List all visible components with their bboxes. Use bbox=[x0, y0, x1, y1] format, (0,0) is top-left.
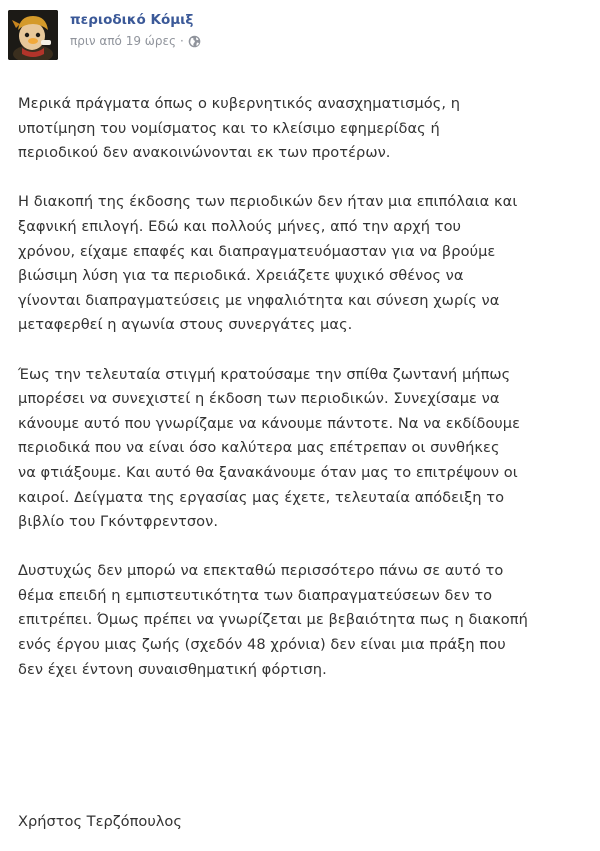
text-line: μπορέσει να συνεχιστεί η έκδοση των περιοδικών. Συνεχίσαμε να bbox=[18, 390, 500, 408]
paragraph-2 bbox=[18, 190, 598, 338]
globe-icon[interactable] bbox=[188, 35, 201, 48]
text-line: χρόνου, είχαμε επαφές και διαπραγματευόμασταν για να βρούμε bbox=[18, 242, 496, 260]
text-line: περιοδικά που να είναι όσο καλύτερα μας επέτρεπαν οι συνθήκες bbox=[18, 439, 500, 457]
text-line: γίνονται διαπραγματεύσεις με νηφαλιότητα και σύνεση χωρίς να bbox=[18, 291, 500, 309]
meta-separator: · bbox=[180, 34, 184, 48]
post-meta bbox=[70, 11, 201, 49]
text-line: Μερικά πράγματα όπως ο κυβερνητικός ανασχηματισμός, η bbox=[18, 95, 461, 112]
paragraph-1 bbox=[18, 92, 598, 166]
paragraph-3 bbox=[18, 363, 598, 535]
signature: Χρήστος Τερζόπουλος bbox=[18, 813, 182, 830]
comic-character-avatar-icon bbox=[8, 10, 58, 60]
text-line: να φτιάξουμε. Και αυτό θα ξανακάνουμε όταν μας το επιτρέψουν οι bbox=[18, 463, 518, 481]
post-body bbox=[18, 92, 598, 707]
post-header bbox=[8, 10, 201, 66]
author-name-link[interactable]: περιοδικό Κόμιξ bbox=[70, 12, 194, 28]
post-timestamp[interactable]: πριν από 19 ώρες bbox=[70, 34, 176, 48]
page-avatar[interactable] bbox=[8, 10, 58, 60]
text-line: περιοδικού δεν ανακοινώνονται εκ των προτέρων. bbox=[18, 144, 391, 162]
text-line: επιτρέπει. Όμως πρέπει να γνωρίζεται με βεβαιότητα πως η διακοπή bbox=[18, 611, 528, 629]
text-line: Έως την τελευταία στιγμή κρατούσαμε την σπίθα ζωντανή μήπως bbox=[18, 365, 511, 383]
text-line: μεταφερθεί η αγωνία στους συνεργάτες μας. bbox=[18, 316, 353, 334]
text-line: κάνουμε αυτό που γνωρίζαμε να κάνουμε πάντοτε. Να να εκδίδουμε bbox=[18, 414, 521, 432]
text-line: ξαφνική επιλογή. Εδώ και πολλούς μήνες, από την αρχή του bbox=[18, 217, 462, 235]
text-line: καιροί. Δείγματα της εργασίας μας έχετε, τελευταία απόδειξη το bbox=[18, 488, 505, 506]
paragraph-4 bbox=[18, 559, 598, 682]
text-line: θέμα επειδή η εμπιστευτικότητα των διαπραγματεύσεων δεν το bbox=[18, 586, 493, 604]
text-line: βιβλίο του Γκόντφρεντσον. bbox=[18, 513, 219, 531]
text-line: δεν έχει έντονη συναισθηματική φόρτιση. bbox=[18, 660, 327, 678]
text-line: βιώσιμη λύση για τα περιοδικά. Χρειάζετε ψυχικό σθένος να bbox=[18, 267, 464, 285]
text-line: Δυστυχώς δεν μπορώ να επεκταθώ περισσότερο πάνω σε αυτό το bbox=[18, 562, 504, 580]
text-line: ενός έργου μιας ζωής (σχεδόν 48 χρόνια) δεν είναι μια πράξη που bbox=[18, 636, 506, 654]
post-meta-line bbox=[70, 33, 201, 49]
text-line: υποτίμηση του νομίσματος και το κλείσιμο εφημερίδας ή bbox=[18, 119, 440, 137]
text-line: Η διακοπή της έκδοσης των περιοδικών δεν ήταν μια επιπόλαια και bbox=[18, 193, 518, 211]
